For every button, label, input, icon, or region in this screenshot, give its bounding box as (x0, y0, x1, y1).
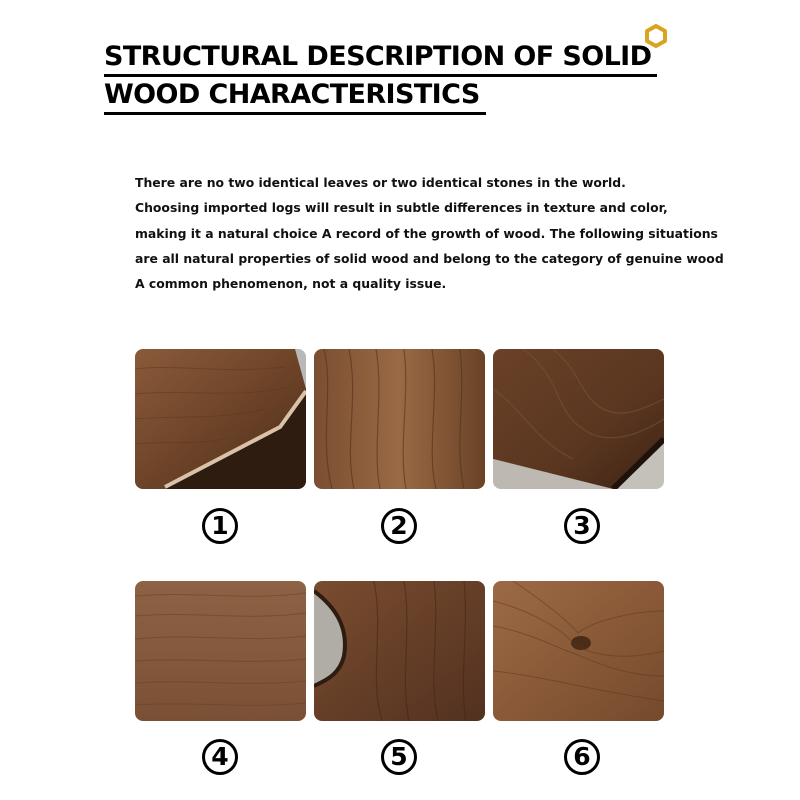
sample-number-badge: 3 (564, 508, 600, 544)
wood-sample-photo-2 (314, 349, 485, 489)
sample-number-badge: 2 (381, 508, 417, 544)
wood-sample-photo-3 (493, 349, 664, 489)
description-line: There are no two identical leaves or two identical stones in the world. (135, 175, 626, 190)
wood-sample-photo-1 (135, 349, 306, 489)
description-line: Choosing imported logs will result in subtle differences in texture and color, (135, 200, 668, 216)
wood-sample-photo-6 (493, 581, 664, 721)
description-line: are all natural properties of solid wood and belong to the category of genuine wood (135, 250, 724, 266)
description-line: making it a natural choice A record of the growth of wood. The following situations (135, 225, 718, 241)
title-line-2: WOOD CHARACTERISTICS (104, 78, 486, 115)
title-line-1: STRUCTURAL DESCRIPTION OF SOLID (104, 40, 657, 77)
sample-number-badge: 1 (202, 508, 238, 544)
wood-sample-photo-5 (314, 581, 485, 721)
description-line: A common phenomenon, not a quality issue. (135, 276, 447, 292)
sample-number-badge: 4 (202, 739, 238, 775)
sample-number-badge: 5 (381, 739, 417, 775)
sample-number-badge: 6 (564, 739, 600, 775)
wood-sample-photo-4 (135, 581, 306, 721)
description-paragraph (135, 170, 724, 296)
